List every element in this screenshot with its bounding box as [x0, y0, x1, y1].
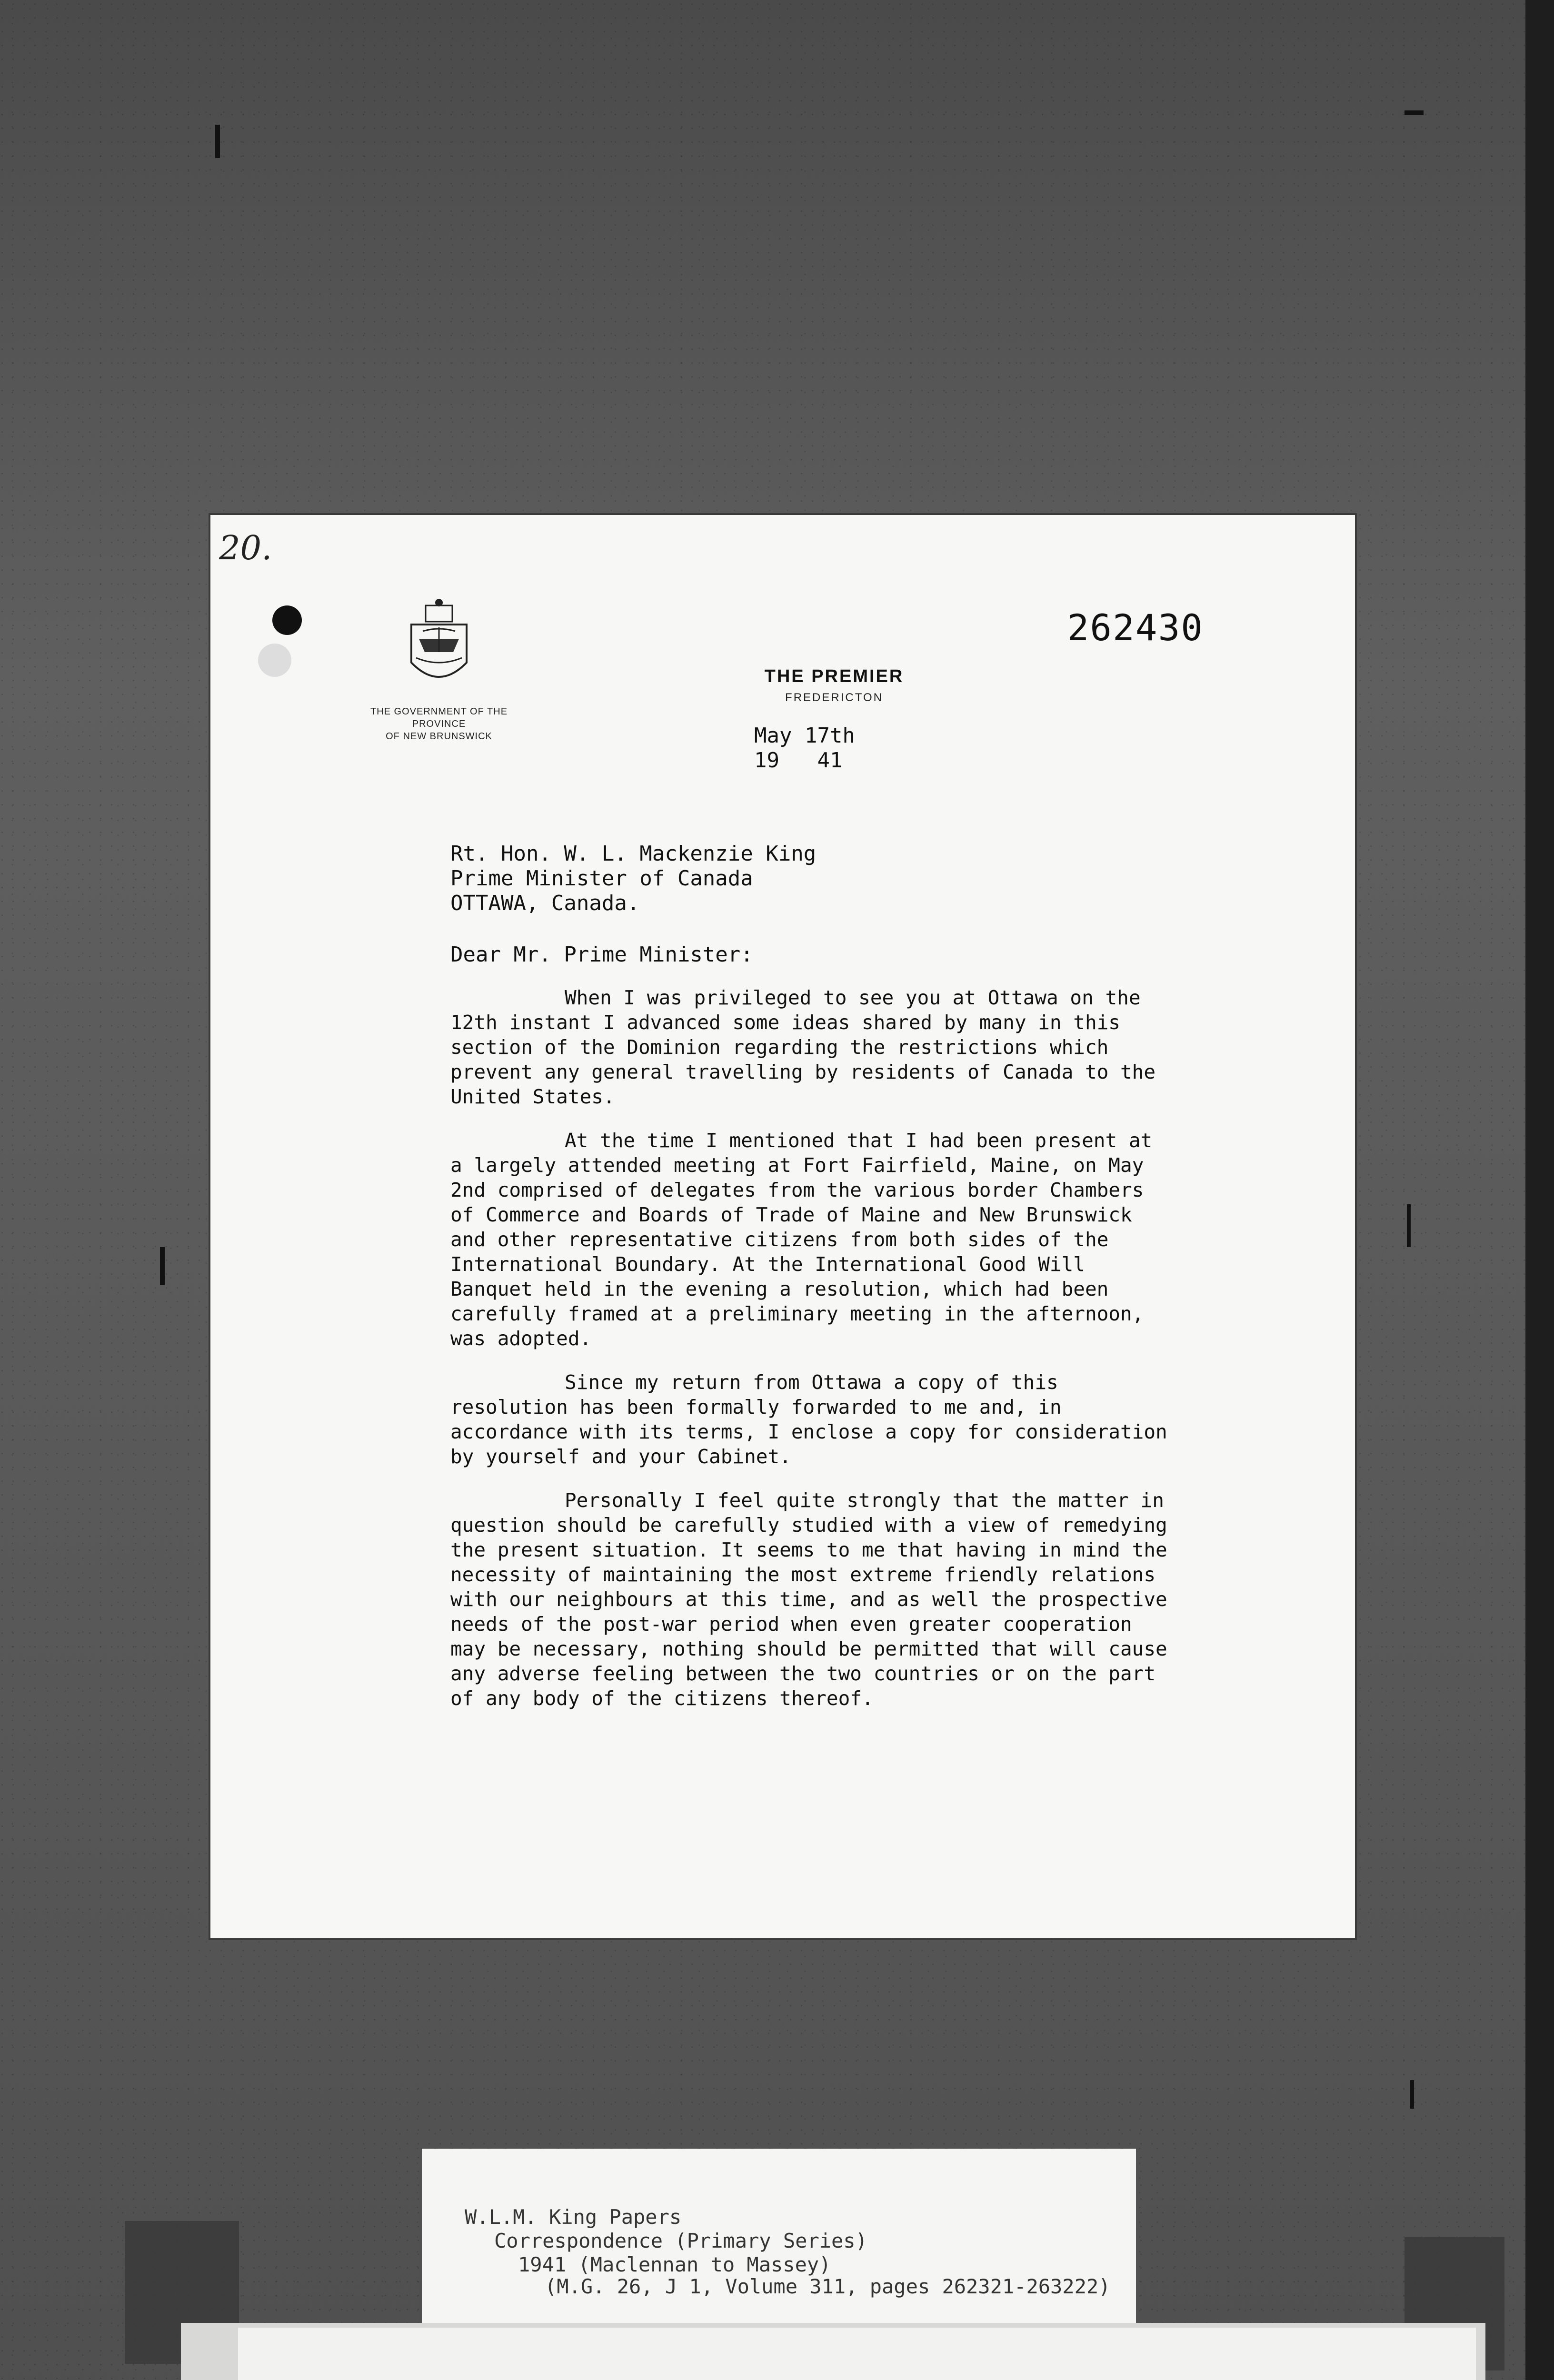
- recipient-line: OTTAWA, Canada.: [450, 891, 640, 915]
- film-edge: [1525, 0, 1554, 2380]
- recipient-line: Rt. Hon. W. L. Mackenzie King: [450, 842, 817, 866]
- catalog-line: Correspondence (Primary Series): [494, 2229, 867, 2252]
- paragraph-text: Personally I feel quite strongly that the matter in question should be carefully studied with a view of remedying the present situation. It seems to me that having in mind the necessity of maintaining the most extreme friendly relations with our neighbours at this time, and as well the prospective needs of the post-war period when even greater cooperation may be necessary, nothing should be permitted that will cause any adverse feeling between the two countries or on the part of any body of the citizens thereof.: [450, 1489, 1167, 1710]
- letter-date: May 17th: [754, 724, 855, 748]
- film-mark: [1407, 1204, 1411, 1247]
- film-mark: [1405, 110, 1424, 115]
- government-caption: [353, 705, 525, 743]
- punch-hole: [258, 644, 291, 677]
- catalog-card: [422, 2149, 1136, 2330]
- catalog-line: (M.G. 26, J 1, Volume 311, pages 262321-263222): [545, 2275, 1111, 2298]
- body-paragraph: [450, 1488, 1169, 1711]
- catalog-line: 1941 (Maclennan to Massey): [518, 2253, 831, 2276]
- recipient-line: Prime Minister of Canada: [450, 866, 753, 891]
- letter-year: 19 41: [754, 748, 843, 773]
- film-mark: [215, 125, 220, 158]
- film-mark: [1410, 2080, 1414, 2109]
- office-title: THE PREMIER: [764, 666, 904, 686]
- paragraph-text: When I was privileged to see you at Ottawa on the 12th instant I advanced some ideas shared by many in this section of the Dominion regarding the restrictions which prevent any general travelling by residents of Canada to the United States.: [450, 986, 1156, 1108]
- body-paragraph: [450, 1370, 1169, 1469]
- body-paragraph: [450, 985, 1169, 1109]
- recipient-block: [450, 842, 1260, 916]
- new-brunswick-crest-icon: [402, 596, 476, 691]
- archive-label: [238, 2328, 1476, 2380]
- government-caption-line: OF NEW BRUNSWICK: [386, 731, 492, 742]
- paragraph-text: Since my return from Ottawa a copy of this resolution has been formally forwarded to me and, in accordance with its terms, I enclose a copy for consideration by yourself and your Cabinet.: [450, 1371, 1167, 1468]
- punch-hole: [272, 605, 302, 635]
- folio-number: 20.: [219, 528, 272, 567]
- archive-label-board: [181, 2323, 1485, 2380]
- paragraph-text: At the time I mentioned that I had been present at a largely attended meeting at Fort Fairfield, Maine, on May 2nd comprised of delegates from the various border Chambers of Commerce and Boards of Trade of Maine and New Brunswick and other representative citizens from both sides of the International Boundary. At the International Good Will Banquet held in the evening a resolution, which had been carefully framed at a preliminary meeting in the afternoon, was adopted.: [450, 1129, 1153, 1350]
- film-mark: [160, 1247, 165, 1285]
- letter-page: [210, 515, 1355, 1938]
- document-number: 262430: [1067, 606, 1204, 649]
- office-place: FREDERICTON: [785, 691, 883, 704]
- catalog-line: W.L.M. King Papers: [465, 2205, 682, 2229]
- salutation: Dear Mr. Prime Minister:: [450, 942, 753, 967]
- body-paragraph: [450, 1128, 1169, 1351]
- government-caption-line: THE GOVERNMENT OF THE PROVINCE: [370, 706, 508, 729]
